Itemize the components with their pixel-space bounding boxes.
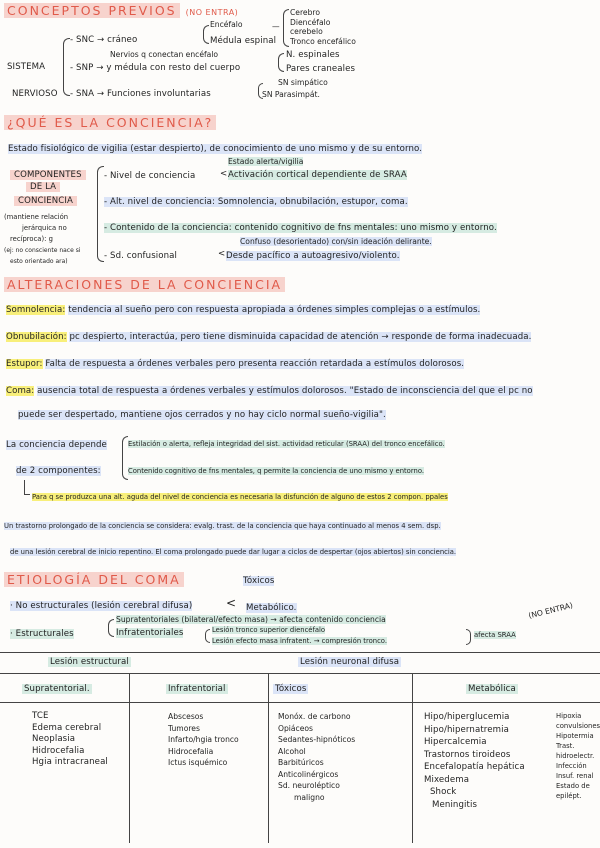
activacion: Activación cortical dependiente de SRAA: [228, 170, 407, 180]
table-top-rule: [0, 652, 600, 653]
snc-brace: [203, 25, 209, 44]
list-item: Trast.: [556, 742, 575, 750]
list-item: Infarto/hgia tronco: [168, 735, 239, 744]
list-item: Hipo/hiperglucemia: [424, 712, 510, 722]
snp-line: - SNP → y médula con resto del cuerpo: [70, 63, 241, 73]
title-text: ETIOLOGÍA DEL COMA: [4, 572, 184, 587]
list-item: Estado de: [556, 782, 590, 790]
metabolico-label: Metabólico.: [246, 603, 297, 613]
list-item: Sd. neuroléptico: [278, 781, 340, 790]
toxicos-label: Tóxicos: [243, 576, 275, 586]
obnubilacion: [6, 332, 531, 342]
note-line: esto orientado ara): [10, 258, 68, 265]
estupor-label: Estupor:: [6, 359, 43, 369]
list-item: Barbitúricos: [278, 758, 324, 767]
snp-top: Nervios q conectan encéfalo: [110, 50, 219, 59]
sd-angle: <: [218, 249, 226, 259]
trastorno-1: Un trastorno prolongado de la conciencia se considera: evalg. trast. de la conciencia que haya continuado al menos 4 sem. dsp.: [4, 522, 441, 530]
list-item: hidroelectr.: [556, 752, 595, 760]
title-text: ¿QUÉ ES LA CONCIENCIA?: [4, 115, 216, 130]
note-line: recíproca): g: [10, 235, 53, 243]
list-item: Hidrocefalia: [168, 746, 214, 756]
col-header-metabolica: Metabólica: [468, 684, 516, 694]
estructurales: · Estructurales: [10, 629, 74, 639]
list-item: Anticolinérgicos: [278, 769, 339, 779]
list-item: Opiáceos: [278, 723, 314, 733]
list-item: Sedantes-hipnóticos: [278, 735, 356, 744]
list-item: Ictus isquémico: [168, 758, 228, 767]
desde: Desde pacífico a autoagresivo/violento.: [226, 251, 400, 261]
section-title-etiologia: [4, 572, 184, 587]
sistema-label: SISTEMA: [7, 62, 46, 72]
coma-text-2: puede ser despertado, mantiene ojos cerrados y no hay ciclo normal sueño-vigilia".: [18, 410, 386, 420]
list-item: Alcohol: [278, 746, 306, 756]
list-item: Shock: [430, 787, 457, 797]
title-note: (NO ENTRA): [185, 8, 239, 17]
alt-nivel: - Alt. nivel de conciencia: Somnolencia, obnubilación, estupor, coma.: [104, 197, 408, 207]
nivel-angle: <: [220, 169, 228, 179]
definition-text: Estado fisiológico de vigilia (estar despierto), de conocimiento de uno mismo y de su entorno.: [8, 144, 423, 154]
no-entra-note: (NO ENTRA): [527, 600, 574, 621]
componentes-label: COMPONENTES: [10, 170, 86, 180]
meta-list-2: [556, 711, 600, 801]
list-item: Hipo/hipernatremia: [424, 724, 509, 735]
sna-line: - SNA → Funciones involuntarias: [70, 89, 211, 99]
list-item: Monóx. de carbono: [278, 712, 351, 721]
list-item: Hipercalcemia: [424, 737, 487, 747]
jerarquica-note: [4, 212, 81, 267]
trastorno-2: de una lesión cerebral de inicio repentino. El coma prolongado puede dar lugar a ciclos de despertar (ojos abiertos) sin conciencia.: [10, 548, 457, 556]
supratentoriales: Supratentoriales (bilateral/efecto masa) → afecta contenido conciencia: [116, 615, 386, 624]
list-item: Abscesos: [168, 712, 204, 721]
conciencia-label: CONCIENCIA: [14, 196, 77, 206]
encefalo-brace: [283, 9, 289, 47]
depende-2: de 2 componentes:: [16, 466, 101, 476]
somnolencia: [6, 305, 480, 315]
estupor: [6, 359, 464, 369]
infra-b: Lesión efecto masa infratent. → compresión tronco.: [212, 637, 388, 645]
para-note: Para q se produzca una alt. aguda del nivel de conciencia es necesaria la disfunción de alguno de estos 2 compon. ppales: [32, 493, 448, 501]
estado-alerta: Estado alerta/vigilia: [228, 157, 304, 166]
somnolencia-text: tendencia al sueño pero con respuesta apropiada a órdenes simples complejas o a estímulos.: [68, 305, 481, 315]
table-col-divider: [268, 673, 269, 843]
list-item: Hgia intracraneal: [32, 757, 108, 767]
col-header-supratentorial: Supratentorial.: [24, 684, 90, 694]
estupor-text: Falta de respuesta a órdenes verbales pero presenta reacción retardada a estímulos dolorosos.: [45, 359, 465, 369]
note-line: (mantiene relación: [4, 213, 69, 221]
col-header-infratentorial: Infratentorial: [168, 684, 226, 694]
list-item: Hipotermia: [556, 732, 594, 740]
no-estr-angle: <: [226, 596, 237, 610]
sna-item: SN Parasimpát.: [262, 90, 320, 99]
snc-line: - SNC → cráneo: [70, 35, 138, 45]
enc-item: cerebelo: [290, 27, 323, 36]
coma-text-1: ausencia total de respuesta a órdenes verbales y estímulos dolorosos. "Estado de inconsciencia del que el pc no: [37, 386, 533, 396]
table-col-divider: [412, 673, 413, 843]
obnubilacion-label: Obnubilación:: [6, 332, 67, 342]
depende-1: La conciencia depende: [6, 440, 107, 450]
coma-2: [18, 410, 386, 420]
para-connector-h: [24, 494, 30, 495]
list-item: Meningitis: [432, 799, 478, 810]
table-head-difusa: Lesión neuronal difusa: [300, 657, 400, 667]
list-item: convulsiones: [556, 722, 600, 730]
list-item: TCE: [32, 711, 49, 721]
list-item: Mixedema: [424, 774, 470, 785]
title-text: CONCEPTOS PREVIOS: [4, 3, 180, 18]
infra-brace: [205, 629, 210, 643]
table-head-estructural: Lesión estructural: [50, 657, 129, 667]
section-title-conceptos: [4, 3, 238, 18]
coma-label: Coma:: [6, 386, 35, 396]
nervioso-label: NERVIOSO: [12, 89, 58, 99]
snp-item: N. espinales: [286, 50, 340, 60]
encefalo-arrow: —: [272, 22, 280, 31]
sistema-brace: [63, 38, 70, 96]
list-item: Neoplasia: [32, 734, 76, 744]
somnolencia-label: Somnolencia:: [6, 305, 66, 315]
definition: [8, 144, 422, 154]
depende-a: Estilación o alerta, refleja integridad del sist. actividad reticular (SRAA) del tronco encefálico.: [128, 440, 445, 448]
infratentoriales: Infratentoriales: [116, 628, 184, 638]
no-estructurales: · No estructurales (lesión cerebral difusa): [10, 601, 193, 611]
afecta-brace: [466, 629, 471, 645]
infra-a: Lesión tronco superior diencéfalo: [212, 626, 326, 634]
contenido: - Contenido de la conciencia: contenido cognitivo de fns mentales: uno mismo y entorno.: [104, 223, 497, 233]
list-item: Insuf. renal: [556, 772, 594, 780]
afecta-sraa: afecta SRAA: [474, 631, 516, 639]
list-item: Edema cerebral: [32, 722, 102, 733]
snp-brace: [278, 53, 284, 72]
table-col-divider: [129, 673, 130, 843]
table-header-rule: [0, 702, 600, 703]
section-title-conciencia: [4, 115, 216, 130]
list-item: Hipoxia: [556, 712, 582, 720]
depende-b: Contenido cognitivo de fns mentales, q permite la conciencia de uno mismo y entorno.: [128, 467, 425, 475]
confuso: Confuso (desorientado) con/sin ideación delirante.: [240, 237, 432, 246]
table-mid-rule: [0, 673, 600, 674]
para-connector-v: [24, 480, 25, 494]
list-item: epilépt.: [556, 792, 582, 800]
list-item: Infección: [556, 762, 587, 770]
supra-list: [32, 711, 108, 769]
sd-confusional: - Sd. confusional: [104, 251, 178, 261]
de-la-label: DE LA: [26, 182, 60, 192]
nivel-conciencia: - Nivel de conciencia: [104, 171, 196, 181]
coma: [6, 386, 533, 396]
encefalo-label: Encéfalo: [210, 20, 243, 29]
medula-label: Médula espinal: [210, 36, 277, 46]
obnubilacion-text: pc despierto, interactúa, pero tiene disminuida capacidad de atención → responde de forma inadecuada.: [69, 332, 532, 342]
list-item: Tumores: [168, 723, 200, 733]
note-line: (ej: no consciente nace si: [4, 247, 81, 254]
enc-item: Diencéfalo: [290, 17, 331, 27]
infra-list: [168, 711, 239, 769]
sna-item: SN simpático: [278, 78, 328, 87]
section-title-alteraciones: [4, 277, 285, 292]
enc-item: Cerebro: [290, 8, 321, 17]
col-header-toxicos: Tóxicos: [275, 684, 307, 694]
estr-brace: [108, 619, 114, 637]
meta-list: [424, 711, 525, 811]
list-item: Encefalopatía hepática: [424, 762, 525, 772]
tox-list: [278, 711, 355, 803]
title-text: ALTERACIONES DE LA CONCIENCIA: [4, 277, 285, 292]
enc-item: Tronco encefálico: [290, 36, 356, 46]
componentes-brace: [97, 166, 104, 262]
list-item: Trastornos tiroideos: [424, 749, 511, 760]
note-line: jerárquica no: [22, 224, 67, 232]
snp-item: Pares craneales: [286, 64, 356, 74]
list-item: Hidrocefalia: [32, 745, 85, 756]
list-item: maligno: [294, 792, 325, 802]
encefalo-list: [290, 8, 356, 46]
